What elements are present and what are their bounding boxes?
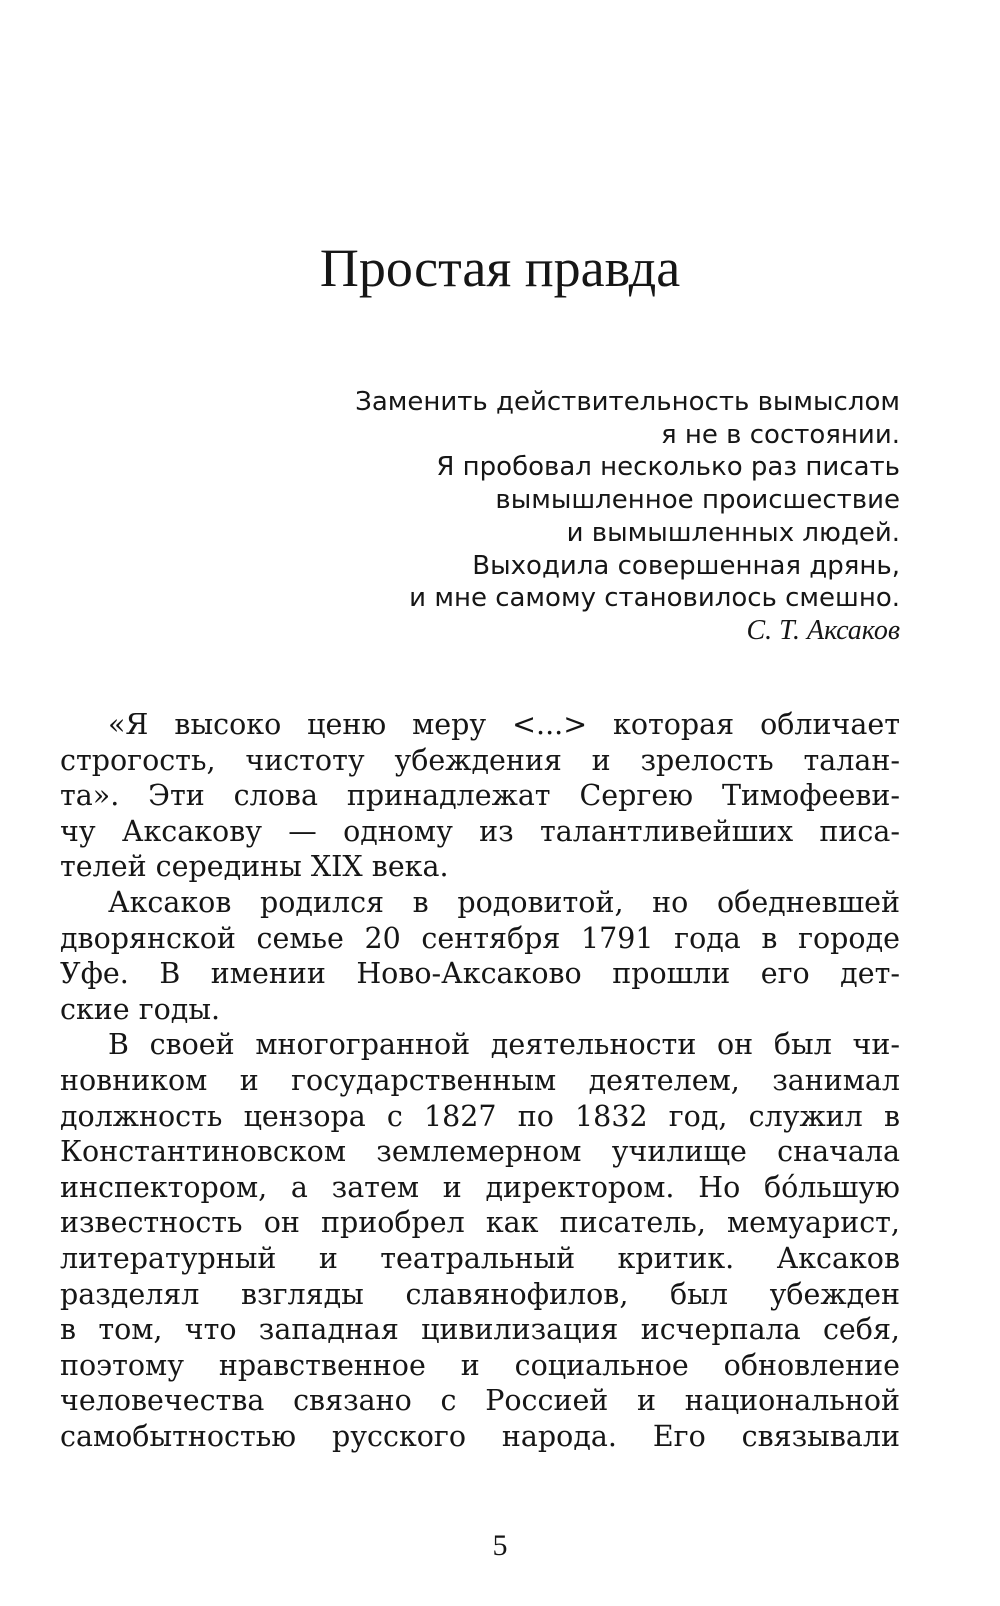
text-line: должность цензора с 1827 по 1832 год, служил в — [60, 1099, 900, 1133]
text-line: дворянской семье 20 сентября 1791 года в городе — [60, 921, 900, 955]
text-line: чу Аксакову — одному из талантливейших писа- — [60, 814, 900, 848]
text-line: разделял взгляды славянофилов, был убежден — [60, 1277, 900, 1311]
page-number: 5 — [492, 1529, 508, 1562]
text-line: «Я высоко ценю меру <...> которая обличает — [108, 708, 900, 741]
text-line: та». Эти слова принадлежат Сергею Тимофееви- — [60, 779, 900, 813]
text-line: Уфе. В имении Ново-Аксаково прошли его дет- — [60, 957, 900, 991]
epigraph — [260, 386, 900, 648]
epigraph-line: и мне самому становилось смешно. — [409, 583, 900, 614]
epigraph-line: Я пробовал несколько раз писать — [436, 452, 900, 483]
text-line: поэтому нравственное и социальное обновление — [60, 1348, 900, 1382]
text-line: В своей многогранной деятельности он был чи- — [108, 1028, 900, 1062]
text-line: строгость, чистоту убеждения и зрелость талан- — [60, 743, 900, 777]
text-line: Константиновском землемерном училище сначала — [60, 1135, 900, 1169]
text-line: известность он приобрел как писатель, мемуарист, — [60, 1206, 900, 1240]
epigraph-line: вымышленное происшествие — [495, 485, 900, 516]
epigraph-author: С. Т. Аксаков — [746, 614, 900, 646]
text-line: в том, что западная цивилизация исчерпала себя, — [60, 1313, 900, 1347]
text-line: Аксаков родился в родовитой, но обедневшей — [108, 885, 900, 919]
body-text — [60, 707, 900, 1454]
text-line: новником и государственным деятелем, занимал — [60, 1063, 900, 1097]
text-line: ские годы. — [60, 992, 221, 1026]
epigraph-line: я не в состоянии. — [660, 419, 900, 450]
text-line: самобытностью русского народа. Его связывали — [60, 1419, 900, 1453]
epigraph-line: Заменить действительность вымыслом — [355, 387, 900, 417]
text-line: человечества связано с Россией и национальной — [60, 1384, 900, 1418]
chapter-title: Простая правда — [319, 238, 681, 298]
epigraph-line: Выходила совершенная дрянь, — [472, 550, 900, 581]
epigraph-line: и вымышленных людей. — [566, 517, 900, 548]
text-line: телей середины XIX века. — [60, 850, 449, 884]
text-line: литературный и театральный критик. Аксаков — [60, 1241, 900, 1275]
text-line: инспектором, а затем и директором. Но бóльшую — [60, 1170, 900, 1204]
